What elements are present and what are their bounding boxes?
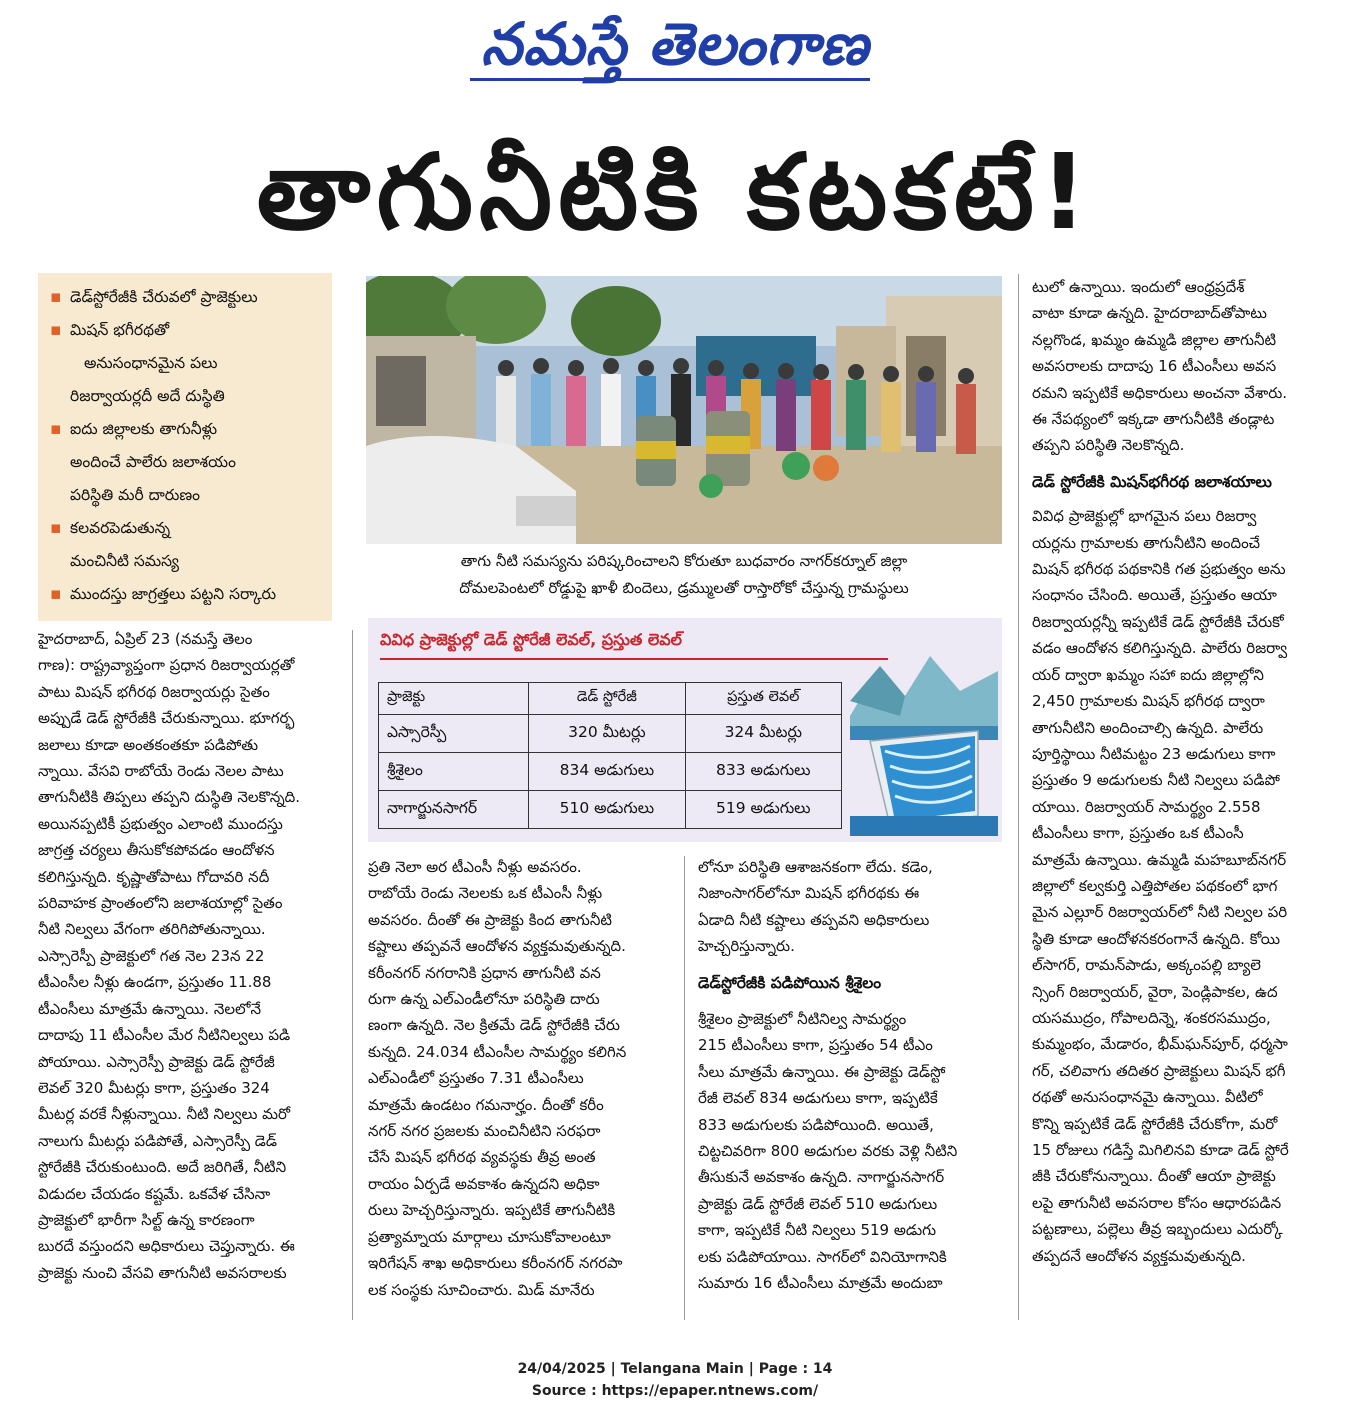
body-line: విడుదల చేయడం కష్టమే. ఒకవేళ చేసినా	[38, 1184, 271, 1203]
body-line: స్టోరేజీకి చేరుకుంటుంది. అదే జరిగితే, నీటిని	[38, 1158, 287, 1177]
highlight-line: ▪ ఐదు జిల్లాలకు తాగునీళ్లు	[70, 420, 218, 438]
table-header-cell: ప్రాజెక్టు	[379, 683, 529, 715]
table-cell: 320 మీటర్లు	[529, 715, 685, 753]
highlight-line: మంచినీటి సమస్య	[70, 552, 179, 570]
highlight-line: ▪ ముందస్తు జాగ్రత్తలు పట్టని సర్కారు	[70, 585, 277, 603]
body-line: శ్రీశైలం ప్రాజెక్టులో నీటినిల్వ సామర్థ్యం	[698, 1010, 907, 1029]
body-line: 2,450 గ్రామాలకు మిషన్‌ భగీరథ ద్వారా	[1032, 692, 1265, 711]
body-line: లకు పడిపోయాయి. సాగర్‌లో వినియోగానికి	[698, 1247, 947, 1266]
dam-illustration-icon	[850, 646, 998, 836]
body-line: నగర్‌ నగర ప్రజలకు మంచినీటిని సరఫరా	[368, 1122, 601, 1141]
highlight-item	[48, 413, 324, 512]
body-line: మాత్రమే ఉండటం గమనార్హం. దీంతో కరీం	[368, 1095, 604, 1114]
body-line: కున్నది. 24.034 టీఎంసీల సామర్థ్యం కలిగిన	[368, 1042, 627, 1061]
body-line: కరీంనగర్‌ నగరానికి ప్రధాన తాగునీటి వన	[368, 963, 601, 982]
body-line: కాగా, ఇప్పటికే నీటి నిల్వలు 519 అడుగు	[698, 1221, 937, 1240]
table-cell: 510 అడుగులు	[529, 791, 685, 829]
highlight-item	[48, 281, 324, 314]
body-line: పరివాహక ప్రాంతంలోని జలాశయాల్లో సైతం	[38, 894, 283, 913]
body-line: జాగ్రత్త చర్యలు తీసుకోకపోవడం ఆందోళన	[38, 841, 275, 860]
body-line: కలిగిస్తున్నది. కృష్ణాతోపాటు గోదావరి నదీ	[38, 867, 270, 886]
body-line: జిల్లాలో కల్వకుర్తి ఎత్తిపోతల పథకంలో భాగ	[1032, 876, 1278, 895]
section-subhead: డెడ్‌ స్టోరేజీకి మిషన్‌భగీరథ జలాశయాలు	[1032, 472, 1272, 491]
body-line: టీఎంసీల నీళ్లు ఉండగా, ప్రస్తుతం 11.88	[38, 973, 272, 992]
table-cell: ఎస్సారెస్పీ	[379, 715, 529, 753]
table-cell: 833 అడుగులు	[685, 753, 841, 791]
column-divider	[684, 856, 685, 1320]
article-column-3	[698, 854, 1006, 1297]
body-line: వివిధ ప్రాజెక్టుల్లో భాగమైన పలు రిజర్వా	[1032, 507, 1257, 526]
body-line: 15 రోజులు గడిస్తే మిగిలినవి కూడా డెడ్‌ స్టోరే	[1032, 1141, 1289, 1159]
body-line: అప్పుడే డెడ్‌ స్టోరేజీకి చేరుకున్నాయి. భూగర్భ	[38, 709, 295, 728]
body-line: టీఎంసీలు మాత్రమే ఉన్నాయి. నెలలోనే	[38, 999, 261, 1018]
body-line: కొన్ని ఇప్పటికే డెడ్‌ స్టోరేజీకి చేరుకోగా, మరో	[1032, 1114, 1278, 1133]
body-line: లోనూ పరిస్థితి ఆశాజనకంగా లేదు. కడెం,	[698, 858, 933, 876]
highlight-line: అనుసంధానమైన పలు	[84, 354, 218, 372]
table-cell: నాగార్జునసాగర్‌	[379, 791, 529, 829]
body-line: పూర్తిస్థాయి నీటిమట్టం 23 అడుగులు కాగా	[1032, 744, 1276, 763]
body-line: చిట్టచివరిగా 800 అడుగుల వరకు వెళ్లి నీటిని	[698, 1142, 958, 1161]
body-line: రాబోయే రెండు నెలలకు ఒక టీఎంసీ నీళ్లు	[368, 884, 603, 903]
column-divider	[1018, 274, 1019, 1320]
body-line: రిజర్వాయర్లన్నీ ఇప్పటికే డెడ్‌ స్టోరేజీకి చేరుకో	[1032, 612, 1284, 631]
body-line: పోయాయి. ఎస్సారెస్పీ ప్రాజెక్టు డెడ్‌ స్టోరేజీ	[38, 1052, 275, 1071]
highlight-line: పరిస్థితి మరీ దారుణం	[70, 486, 200, 504]
body-line: యసముద్రం, గోపాలదిన్నె, శంకరసముద్రం,	[1032, 1008, 1271, 1027]
body-line: అయినప్పటికీ ప్రభుత్వం ఎలాంటి ముందస్తు	[38, 814, 283, 833]
body-line: జీకి చేరుకోనున్నాయి. దీంతో ఆయా ప్రాజెక్టు	[1032, 1167, 1276, 1186]
table-row	[379, 753, 842, 791]
footer-source-line: Source : https://epaper.ntnews.com/	[531, 1383, 819, 1399]
body-line: రాయం ఏర్పడే అవకాశం ఉన్నదని అధికా	[368, 1174, 600, 1193]
body-line: జలాలు కూడా అంతకంతకూ పడిపోతు	[38, 735, 259, 754]
caption-line: దోమలపెంటలో రోడ్డుపై ఖాళీ బిందెలు, డ్రమ్ములతో రాస్తారోకో చేస్తున్న గ్రామస్థులు	[459, 579, 909, 597]
dead-storage-table	[378, 682, 842, 829]
column-divider	[352, 630, 353, 1320]
body-line: పట్టణాలు, పల్లెలు తీవ్ర ఇబ్బందులు ఎదుర్కో	[1032, 1220, 1283, 1239]
body-line: టులో ఉన్నాయి. ఇందులో ఆంధ్రప్రదేశ్‌	[1032, 278, 1245, 296]
body-line: నాలుగు మీటర్లు పడిపోతే, ఎస్సారెస్పీ డెడ్‌	[38, 1131, 278, 1150]
body-line: హెచ్చరిస్తున్నారు.	[698, 937, 795, 956]
body-line: ఎల్‌ఎండీలో ప్రస్తుతం 7.31 టీఎంసీలు	[368, 1069, 584, 1088]
body-line: సుమారు 16 టీఎంసీలు మాత్రమే అందుబా	[698, 1274, 943, 1293]
table-title-underline	[380, 658, 888, 660]
table-header-row	[379, 683, 842, 715]
body-line: మిషన్‌ భగీరథ పథకానికి గత ప్రభుత్వం అను	[1032, 560, 1286, 579]
body-line: ప్రతి నెలా అర టీఎంసీ నీళ్లు అవసరం.	[368, 858, 582, 876]
body-line: వడం ఆందోళన కలిగిస్తున్నది. పాలేరు రిజర్వా	[1032, 639, 1288, 658]
body-line: 215 టీఎంసీలు కాగా, ప్రస్తుతం 54 టీఎం	[698, 1036, 933, 1055]
body-line: ఇరిగేషన్‌ శాఖ అధికారులు కరీంనగర్‌ నగరపా	[368, 1254, 623, 1273]
body-line: ణంగా ఉన్నది. నెల క్రితమే డెడ్‌ స్టోరేజీకి చేరు	[368, 1016, 620, 1035]
body-line: తప్పదనే ఆందోళన వ్యక్తమవుతున్నది.	[1032, 1246, 1246, 1265]
body-line: స్థితి కూడా ఆందోళనకరంగానే ఉన్నది. కోయి	[1032, 929, 1281, 948]
body-line: ఏడాది నీటి కష్టాలు తప్పవని అధికారులు	[698, 910, 930, 929]
body-line: చేసే మిషన్‌ భగీరథ వ్యవస్థకు తీవ్ర అంత	[368, 1148, 596, 1167]
body-line: తప్పని పరిస్థితి నెలకొన్నది.	[1032, 436, 1185, 455]
body-line: గర్‌, చలివాగు తదితర ప్రాజెక్టులు మిషన్‌ భగీ	[1032, 1061, 1286, 1080]
body-line: తీసుకునే అవకాశం ఉన్నది. నాగార్జునసాగర్‌	[698, 1168, 945, 1187]
body-line: ప్రాజెక్టు డెడ్‌ స్టోరేజీ లెవల్‌ 510 అడుగులు	[698, 1194, 938, 1213]
headline-text: తాగునీటికి కటకటే!	[256, 131, 1094, 253]
highlights-box	[38, 273, 332, 621]
table-title: వివిధ ప్రాజెక్టుల్లో డెడ్‌ స్టోరేజీ లెవల్‌, ప్రస్తుత లెవల్‌	[380, 630, 682, 649]
body-line: రుగా ఉన్న ఎల్‌ఎండీలోనూ పరిస్థితి దారు	[368, 990, 600, 1009]
body-line: న్సింగ్‌ రిజర్వాయర్‌, వైరా, పెండ్లిపాకల, ఉద	[1032, 982, 1278, 1001]
body-line: టీఎంసీలు కాగా, ప్రస్తుతం ఒక టీఎంసీ	[1032, 824, 1244, 843]
body-line: ప్రత్యామ్నాయ మార్గాలు చూసుకోవాలంటూ	[368, 1227, 611, 1246]
protest-photo	[366, 276, 1002, 544]
body-line: మీటర్ల వరకే నీళ్లున్నాయి. నీటి నిల్వలు మరో	[38, 1105, 291, 1124]
highlight-line: అందించే పాలేరు జలాశయం	[70, 453, 236, 471]
headline	[0, 122, 1350, 262]
body-line: కుమ్మంభం, మేడారం, భీమ్‌ఘన్‌పూర్‌, ధర్మసా	[1032, 1035, 1288, 1054]
body-line: యర్‌ ద్వారా ఖమ్మం సహా ఐదు జిల్లాల్లోని	[1032, 665, 1264, 684]
body-line: ఈ నేపథ్యంలో ఇక్కడా తాగునీటికి తండ్లాట	[1032, 410, 1275, 429]
section-subhead: డెడ్‌స్టోరేజీకి పడిపోయిన శ్రీశైలం	[698, 973, 882, 992]
body-line: గాణ): రాష్ట్రవ్యాప్తంగా ప్రధాన రిజర్వాయర్లతో	[38, 656, 295, 675]
table-header-cell: ప్రస్తుత లెవల్‌	[685, 683, 841, 715]
table-cell: శ్రీశైలం	[379, 753, 529, 791]
body-line: వాటా కూడా ఉన్నది. హైదరాబాద్‌తోపాటు	[1032, 304, 1267, 323]
caption-line: తాగు నీటి సమస్యను పరిష్కరించాలని కోరుతూ బుధవారం నాగర్‌కర్నూల్‌ జిల్లా	[460, 552, 908, 570]
highlight-line: ▪ కలవరపెడుతున్న	[70, 519, 171, 537]
body-line: సీలు మాత్రమే ఉన్నాయి. ఈ ప్రాజెక్టు డెడ్‌స్టో	[698, 1062, 946, 1081]
dead-storage-table-box	[368, 618, 1002, 842]
body-line: న్నాయి. వేసవి రాబోయే రెండు నెలల పాటు	[38, 762, 284, 781]
page-footer	[0, 1358, 1350, 1402]
body-line: రథతో అనుసంధానమై ఉన్నాయి. వీటిలో	[1032, 1088, 1263, 1107]
table-header-cell: డెడ్‌ స్టోరేజీ	[529, 683, 685, 715]
body-line: యాయి. రిజర్వాయర్‌ సామర్థ్యం 2.558	[1032, 797, 1261, 816]
body-line: తాగునీటిని అందించాల్సి ఉన్నది. పాలేరు	[1032, 718, 1264, 737]
table-row	[379, 715, 842, 753]
body-line: మైన ఎల్లూర్‌ రిజర్వాయర్‌లో నీటి నిల్వల పరి	[1032, 903, 1288, 922]
highlight-item	[48, 314, 324, 413]
highlight-line: రిజర్వాయర్లదీ అదే దుస్థితి	[70, 387, 225, 405]
body-line: మాత్రమే ఉన్నాయి. ఉమ్మడి మహబూబ్‌నగర్‌	[1032, 850, 1287, 869]
highlight-item	[48, 512, 324, 578]
body-line: ప్రాజెక్టు నుంచి వేసవి తాగునీటి అవసరాలకు	[38, 1263, 287, 1282]
body-line: రేజీ లెవల్‌ 834 అడుగులు కాగా, ఇప్పటికే	[698, 1089, 938, 1108]
body-line: అవసరాలకు దాదాపు 16 టీఎంసీలు అవస	[1032, 357, 1277, 376]
body-line: యర్లను గ్రామాలకు తాగునీటిని అందించే	[1032, 533, 1261, 552]
photo-caption	[366, 548, 1002, 602]
body-line: నీటి నిల్వలు వేగంగా తరిగిపోతున్నాయి.	[38, 920, 266, 939]
article-column-1	[38, 626, 338, 1286]
body-line: సంధానం చేసింది. అయితే, ప్రస్తుతం ఆయా	[1032, 586, 1277, 605]
body-line: ప్రాజెక్టులో భారీగా సిల్ట్‌ ఉన్న కారణంగా	[38, 1210, 255, 1229]
body-line: లక సంస్థకు సూచించారు. మిడ్‌ మానేరు	[368, 1280, 595, 1299]
masthead-logo	[0, 6, 1350, 86]
table-row	[379, 791, 842, 829]
body-line: ల్‌సాగర్‌, రామన్‌పాడు, అక్కంపల్లి బ్యాలె	[1032, 956, 1261, 975]
body-line: అవసరం. దీంతో ఈ ప్రాజెక్టు కింద తాగునీటి	[368, 910, 612, 929]
body-line: రులు హెచ్చరిస్తున్నారు. ఇప్పటికే తాగునీటికి	[368, 1201, 616, 1220]
body-line: ప్రస్తుతం 9 అడుగులకు నీటి నిల్వలు పడిపో	[1032, 771, 1280, 790]
body-line: రమని ఇప్పటికే అధికారులు అంచనా వేశారు.	[1032, 383, 1288, 402]
highlight-line: ▪ మిషన్‌ భగీరథతో	[70, 321, 170, 339]
article-column-2	[368, 854, 670, 1303]
article-column-4	[1032, 274, 1332, 1269]
masthead-title: నమస్తే తెలంగాణ	[481, 10, 869, 78]
body-line: పాటు మిషన్‌ భగీరథ రిజర్వాయర్లు సైతం	[38, 682, 270, 701]
masthead-underline	[470, 78, 870, 81]
body-line: నిజాంసాగర్‌లోనూ మిషన్‌ భగీరథకు ఈ	[698, 884, 920, 903]
body-line: దాదాపు 11 టీఎంసీల మేర నీటినిల్వలు పడి	[38, 1026, 291, 1045]
body-line: లెవల్‌ 320 మీటర్లు కాగా, ప్రస్తుతం 324	[38, 1078, 270, 1097]
highlight-item	[48, 578, 324, 611]
body-line: బురదే వస్తుందని అధికారులు చెప్తున్నారు. ఈ	[38, 1237, 295, 1256]
body-line: హైదరాబాద్‌, ఏప్రిల్‌ 23 (నమస్తే తెలం	[38, 630, 253, 648]
table-cell: 834 అడుగులు	[529, 753, 685, 791]
body-line: 833 అడుగులకు పడిపోయింది. అయితే,	[698, 1115, 934, 1134]
body-line: లపై తాగునీటి అవసరాల కోసం ఆధారపడిన	[1032, 1193, 1282, 1212]
highlight-line: ▪ డెడ్‌స్టోరేజీకి చేరువలో ప్రాజెక్టులు	[70, 288, 258, 306]
body-line: కష్టాలు తప్పవనే ఆందోళన వ్యక్తమవుతున్నది.	[368, 937, 626, 956]
body-line: తాగునీటికి తిప్పలు తప్పని దుస్థితి నెలకొన్నది.	[38, 788, 301, 807]
table-cell: 519 అడుగులు	[685, 791, 841, 829]
body-line: ఎస్సారెస్పీ ప్రాజెక్టులో గత నెల 23న 22	[38, 946, 265, 965]
footer-date-line: 24/04/2025 | Telangana Main | Page : 14	[517, 1361, 833, 1377]
body-line: నల్లగొండ, ఖమ్మం ఉమ్మడి జిల్లాల తాగునీటి	[1032, 330, 1277, 349]
table-cell: 324 మీటర్లు	[685, 715, 841, 753]
